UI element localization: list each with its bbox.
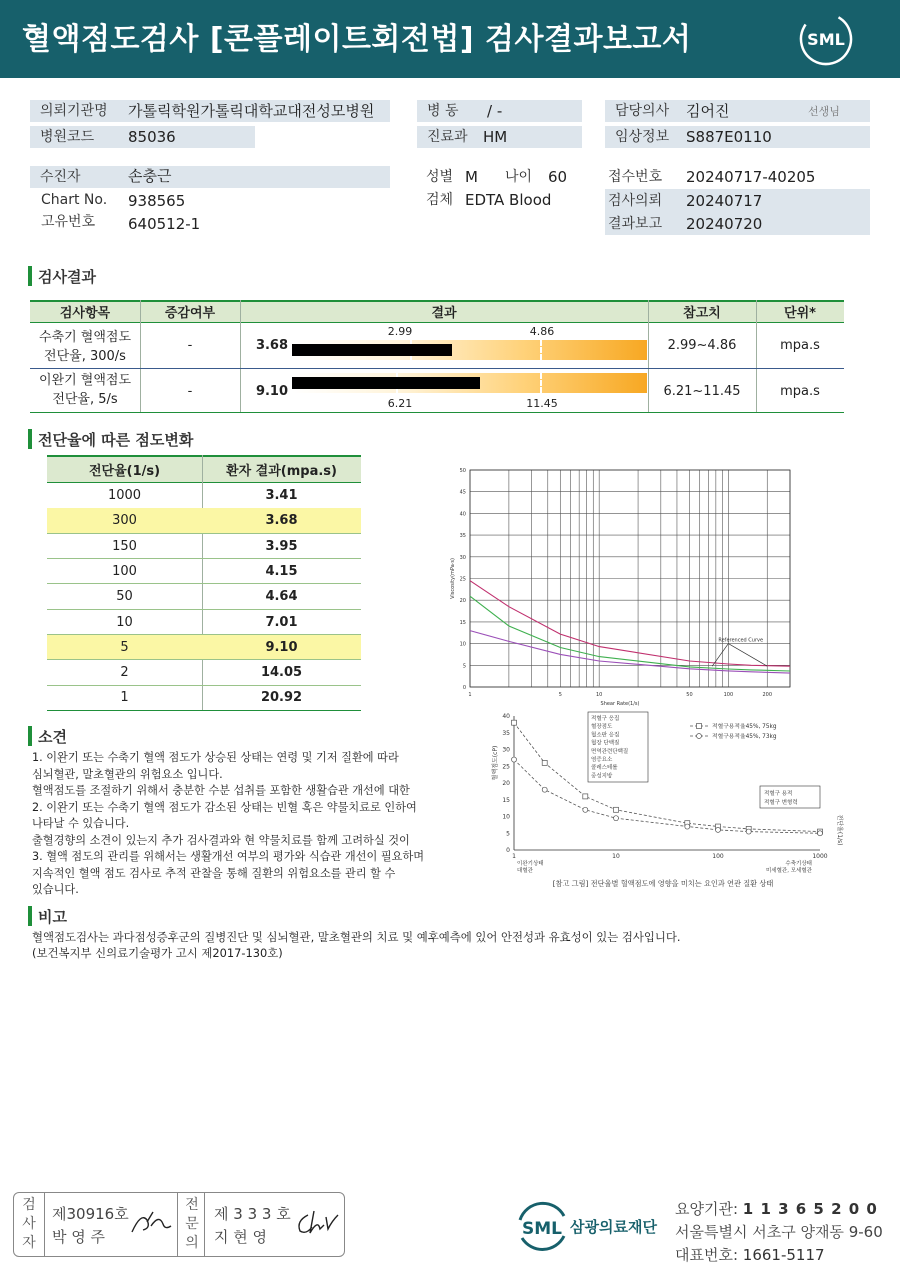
viscosity-curve-svg xyxy=(440,462,800,712)
doctor-label: 담당의사 xyxy=(605,100,870,122)
annotation-label: Referenced Curve xyxy=(718,637,764,644)
viscosity-value: 9.10 xyxy=(265,639,298,655)
header-unit: 단위* xyxy=(784,306,816,321)
viscosity-rate: 2 xyxy=(120,665,129,681)
patient-label: 수진자 xyxy=(30,166,390,188)
x-tick-label: 10 xyxy=(612,853,620,860)
ref-high-marker xyxy=(540,373,542,393)
viscosity-table xyxy=(47,455,361,711)
viscosity-value: 7.01 xyxy=(265,614,298,630)
viscosity-value: 4.15 xyxy=(265,563,298,579)
y-tick-label: 35 xyxy=(459,533,466,540)
right-axis-label: 전단율(1/s) xyxy=(836,814,843,846)
dept-value: HM xyxy=(483,128,508,146)
doctor-suffix: 선생님 xyxy=(808,105,840,118)
sex-label: 성별 xyxy=(426,169,454,185)
viscosity-curve-chart xyxy=(440,462,800,712)
viscosity-value: 4.64 xyxy=(265,589,298,605)
opinion-line: 있습니다. xyxy=(32,883,79,896)
viscosity-header-value: 환자 결과(mpa.s) xyxy=(226,464,337,479)
data-point xyxy=(614,816,619,821)
viscosity-row xyxy=(47,685,361,711)
factor-label: 면역관련단백질 xyxy=(591,748,629,755)
specimen-label: 검체 xyxy=(426,192,454,208)
org-logo xyxy=(512,1198,662,1254)
result-row-2-unit: mpa.s xyxy=(780,384,820,399)
report-header xyxy=(0,0,900,78)
viscosity-row xyxy=(47,610,361,636)
viscosity-row xyxy=(47,559,361,585)
age-value: 60 xyxy=(548,168,568,186)
org-name: 삼광의료재단 xyxy=(570,1218,657,1236)
y-tick-label: 0 xyxy=(462,685,466,691)
examiner-label: 검 사 자 xyxy=(22,1197,36,1251)
data-point xyxy=(716,827,721,832)
x-tick-label: 1 xyxy=(512,853,516,860)
ward-value: / - xyxy=(487,102,503,120)
opinion-line: 2. 이완기 또는 수축기 혈액 점도가 감소된 상태는 빈혈 혹은 약물치료로 인하여 xyxy=(32,800,417,814)
opinion-line: 지속적인 혈액 점도 검사로 추적 관찰을 통해 질환의 위험요소를 관리 할 수 xyxy=(32,866,396,880)
dept-label: 진료과 xyxy=(417,126,582,148)
y-tick-label: 0 xyxy=(506,847,510,854)
x-note-right-2: 미세혈관, 모세혈관 xyxy=(765,868,812,874)
viscosity-rate: 5 xyxy=(120,639,129,655)
x-tick-label: 10 xyxy=(595,692,603,698)
y-tick-label: 40 xyxy=(502,713,510,720)
results-section-title: 검사결과 xyxy=(38,268,96,286)
y-tick-label: 30 xyxy=(459,554,466,561)
viscosity-value: 20.92 xyxy=(260,690,303,706)
factor-label: 혈장점도 xyxy=(591,724,613,731)
results-table xyxy=(30,300,844,415)
viscosity-row xyxy=(47,534,361,560)
svg-text:SML: SML xyxy=(807,30,845,49)
specialist-signature xyxy=(294,1207,342,1239)
data-point xyxy=(583,807,588,812)
header-ref: 참고치 xyxy=(683,306,721,321)
y-axis-label: Viscosity(mPa·s) xyxy=(450,558,456,599)
sig-divider xyxy=(204,1193,205,1256)
report-title: 혈액점도검사 [콘플레이트회전법] 검사결과보고서 xyxy=(22,22,692,57)
viscosity-value: 3.68 xyxy=(265,513,298,529)
result-row-1-value-bar xyxy=(292,344,452,356)
request-label: 검사의뢰 xyxy=(608,193,663,209)
y-axis-label: 혈액점도(cP) xyxy=(492,745,499,781)
opinion-line: 나타날 수 있습니다. xyxy=(32,817,130,830)
data-point xyxy=(512,720,517,725)
col-divider xyxy=(240,300,241,413)
result-row-1-value: 3.68 xyxy=(255,338,289,353)
legend-marker xyxy=(697,734,702,739)
legend-label: 적혈구용적율45%, 75kg xyxy=(712,724,777,730)
y-tick-label: 25 xyxy=(459,576,466,583)
x-note-left-2: 대혈관 xyxy=(517,868,533,874)
age-label: 나이 xyxy=(505,169,533,185)
viscosity-section-title: 전단율에 따른 점도변화 xyxy=(38,431,194,449)
remarks-section-title: 비고 xyxy=(38,908,67,926)
result-row-2-ref-high: 11.45 xyxy=(526,397,558,410)
address: 서울특별시 서초구 양재동 9-60 xyxy=(675,1223,883,1241)
result-row-1-ref-low: 2.99 xyxy=(387,325,413,338)
sig-divider xyxy=(44,1193,45,1256)
y-tick-label: 50 xyxy=(459,468,466,474)
viscosity-row xyxy=(47,483,361,509)
header-item: 검사항목 xyxy=(59,306,111,321)
hospital-code-label: 병원코드 xyxy=(30,126,255,148)
sml-logo xyxy=(798,12,854,66)
remarks-line-2: (보건복지부 신의료기술평가 고시 제2017-130호) xyxy=(32,946,283,960)
y-tick-label: 10 xyxy=(459,641,466,648)
institution-value: 가톨릭학원가톨릭대학교대전성모병원 xyxy=(128,102,375,120)
factor-box xyxy=(588,712,648,782)
viscosity-row xyxy=(47,584,361,610)
viscosity-value: 3.95 xyxy=(265,538,298,554)
viscosity-header-rate: 전단율(1/s) xyxy=(88,464,161,479)
x-tick-label: 1000 xyxy=(812,853,828,860)
y-tick-label: 5 xyxy=(506,830,510,838)
viscosity-rate: 1000 xyxy=(107,488,142,503)
viscosity-rate: 300 xyxy=(112,513,137,529)
chart-value: 938565 xyxy=(128,192,186,210)
legend-label: 적혈구용적율45%, 73kg xyxy=(712,734,777,740)
clinical-value: S887E0110 xyxy=(686,128,772,146)
data-point xyxy=(542,760,547,765)
data-point xyxy=(685,824,690,829)
y-tick-label: 10 xyxy=(502,813,510,821)
factor-label: 콜레스테롤 xyxy=(591,765,618,772)
viscosity-row xyxy=(47,508,361,534)
x-note-right-1: 수축기상태 xyxy=(785,861,812,867)
right-note-2: 적혈구 변형력 xyxy=(764,800,798,806)
x-tick-label: 1 xyxy=(468,692,472,698)
x-tick-label: 200 xyxy=(762,692,773,698)
result-row-1-ref-high: 4.86 xyxy=(529,325,555,338)
id-value: 640512-1 xyxy=(128,215,201,233)
hospital-code-value: 85036 xyxy=(128,128,176,146)
remarks-line-1: 혈액점도검사는 과다점성증후군의 질병진단 및 심뇌혈관, 말초혈관의 치료 및 예후예측에 있어 안전성과 유효성이 있는 검사입니다. xyxy=(32,930,681,944)
viscosity-rate: 150 xyxy=(112,538,137,554)
ward-label: 병 동 xyxy=(417,100,582,122)
specimen-value: EDTA Blood xyxy=(465,191,552,209)
result-row-1-unit: mpa.s xyxy=(780,338,820,353)
factor-label: 염증요소 xyxy=(591,757,613,763)
institution-label: 의뢰기관명 xyxy=(30,100,390,122)
y-tick-label: 15 xyxy=(459,619,466,626)
y-tick-label: 30 xyxy=(502,746,510,754)
result-row-1-item: 수축기 혈액점도 전단율, 300/s xyxy=(38,330,132,364)
examiner-signature xyxy=(129,1208,174,1238)
data-point xyxy=(542,787,547,792)
signature-box xyxy=(13,1192,345,1257)
receipt-label: 접수번호 xyxy=(608,169,663,185)
patient-value: 손충근 xyxy=(128,167,172,185)
factor-label: 적혈구 응집 xyxy=(591,716,620,722)
result-row-2-item: 이완기 혈액점도 전단율, 5/s xyxy=(38,373,132,407)
receipt-value: 20240717-40205 xyxy=(686,168,816,186)
result-row-1-ref: 2.99~4.86 xyxy=(667,338,737,353)
data-point xyxy=(512,757,517,762)
factor-label: 혈장 단백질 xyxy=(591,740,620,747)
series-line-2 xyxy=(470,596,790,671)
viscosity-rate: 10 xyxy=(116,614,133,630)
viscosity-value: 3.41 xyxy=(265,488,298,503)
care-label: 요양기관: 1 1 3 6 5 2 0 0 xyxy=(675,1200,878,1218)
x-note-left-1: 이완기상태 xyxy=(517,861,544,867)
y-tick-label: 45 xyxy=(459,489,466,496)
header-change: 증감여부 xyxy=(164,306,216,321)
phone-label: 대표번호: 1661-5117 xyxy=(675,1246,825,1264)
x-tick-label: 100 xyxy=(723,692,734,698)
clinical-label: 임상정보 xyxy=(605,126,870,148)
opinion-line: 혈액점도를 조절하기 위해서 충분한 수분 섭취를 포함한 생활습관 개선에 대한 xyxy=(32,784,410,797)
doctor-value: 김어진 xyxy=(686,102,730,120)
legend-marker xyxy=(697,724,702,729)
annotation-bracket xyxy=(712,644,767,667)
x-tick-label: 5 xyxy=(558,692,562,698)
right-note-1: 적혈구 용적 xyxy=(764,791,793,797)
sig-divider xyxy=(177,1193,178,1256)
header-result: 결과 xyxy=(431,306,457,321)
svg-text:SML: SML xyxy=(522,1219,562,1239)
y-tick-label: 15 xyxy=(502,796,510,804)
examiner-license: 제30916호 xyxy=(52,1205,129,1223)
viscosity-row xyxy=(47,660,361,686)
opinion-line: 심뇌혈관, 말초혈관의 위험요소 입니다. xyxy=(32,767,223,781)
specialist-license: 제 3 3 3 호 xyxy=(214,1205,291,1223)
report-label: 결과보고 xyxy=(608,216,663,232)
factor-label: 중성지방 xyxy=(591,773,613,780)
result-row-2-ref-low: 6.21 xyxy=(387,397,413,410)
result-row-2-value-bar xyxy=(292,377,480,389)
y-tick-label: 40 xyxy=(459,511,466,518)
series-line-1 xyxy=(470,581,790,667)
examiner-name: 박 영 주 xyxy=(52,1228,106,1246)
x-tick-label: 100 xyxy=(712,853,724,860)
chart-label: Chart No. xyxy=(41,192,108,208)
reference-figure xyxy=(490,708,850,898)
viscosity-rate: 50 xyxy=(116,589,133,605)
y-tick-label: 20 xyxy=(459,598,466,605)
figure-caption: [참고 그림] 전단율별 혈액점도에 영향을 미치는 요인과 연관 질환 상태 xyxy=(552,879,774,888)
data-point xyxy=(746,829,751,834)
report-value: 20240720 xyxy=(686,215,763,233)
opinion-line: 출혈경향의 소견이 있는지 추가 검사결과와 현 약물치료를 함께 고려하실 것이 xyxy=(32,833,410,847)
result-row-2-change: - xyxy=(187,384,193,399)
viscosity-rate: 1 xyxy=(120,690,129,706)
x-axis-label: Shear Rate(1/s) xyxy=(600,701,640,707)
y-tick-label: 25 xyxy=(502,763,510,771)
y-tick-label: 35 xyxy=(502,729,510,737)
specialist-name: 지 현 영 xyxy=(214,1228,268,1246)
sex-value: M xyxy=(465,168,478,186)
y-tick-label: 5 xyxy=(462,663,466,670)
specialist-label: 전 문 의 xyxy=(185,1197,199,1251)
data-point xyxy=(614,807,619,812)
y-tick-label: 20 xyxy=(502,780,510,787)
viscosity-row xyxy=(47,635,361,661)
opinion-line: 1. 이완기 또는 수축기 혈액 점도가 상승된 상태는 연령 및 기저 질환에 따라 xyxy=(32,751,399,764)
result-row-2-ref: 6.21~11.45 xyxy=(663,384,741,399)
opinion-section-title: 소견 xyxy=(38,728,67,746)
result-row-1-change: - xyxy=(187,338,193,353)
viscosity-value: 14.05 xyxy=(260,665,303,681)
request-value: 20240717 xyxy=(686,192,763,210)
id-label: 고유번호 xyxy=(41,214,96,230)
viscosity-rate: 100 xyxy=(112,563,137,579)
sml-footer-logo-icon xyxy=(512,1198,572,1254)
result-row-2-value: 9.10 xyxy=(255,384,289,399)
factor-label: 혈소판 응집 xyxy=(591,732,620,739)
table-bottom-line xyxy=(30,412,844,413)
reference-figure-svg xyxy=(490,708,850,898)
data-point xyxy=(583,794,588,799)
opinion-line: 3. 혈액 점도의 관리를 위해서는 생활개선 여부의 평가와 식습관 개선이 필요하며 xyxy=(32,850,425,863)
x-tick-label: 50 xyxy=(686,692,693,698)
row-divider xyxy=(30,368,844,369)
data-point xyxy=(818,831,823,836)
ref-high-marker xyxy=(540,340,542,360)
